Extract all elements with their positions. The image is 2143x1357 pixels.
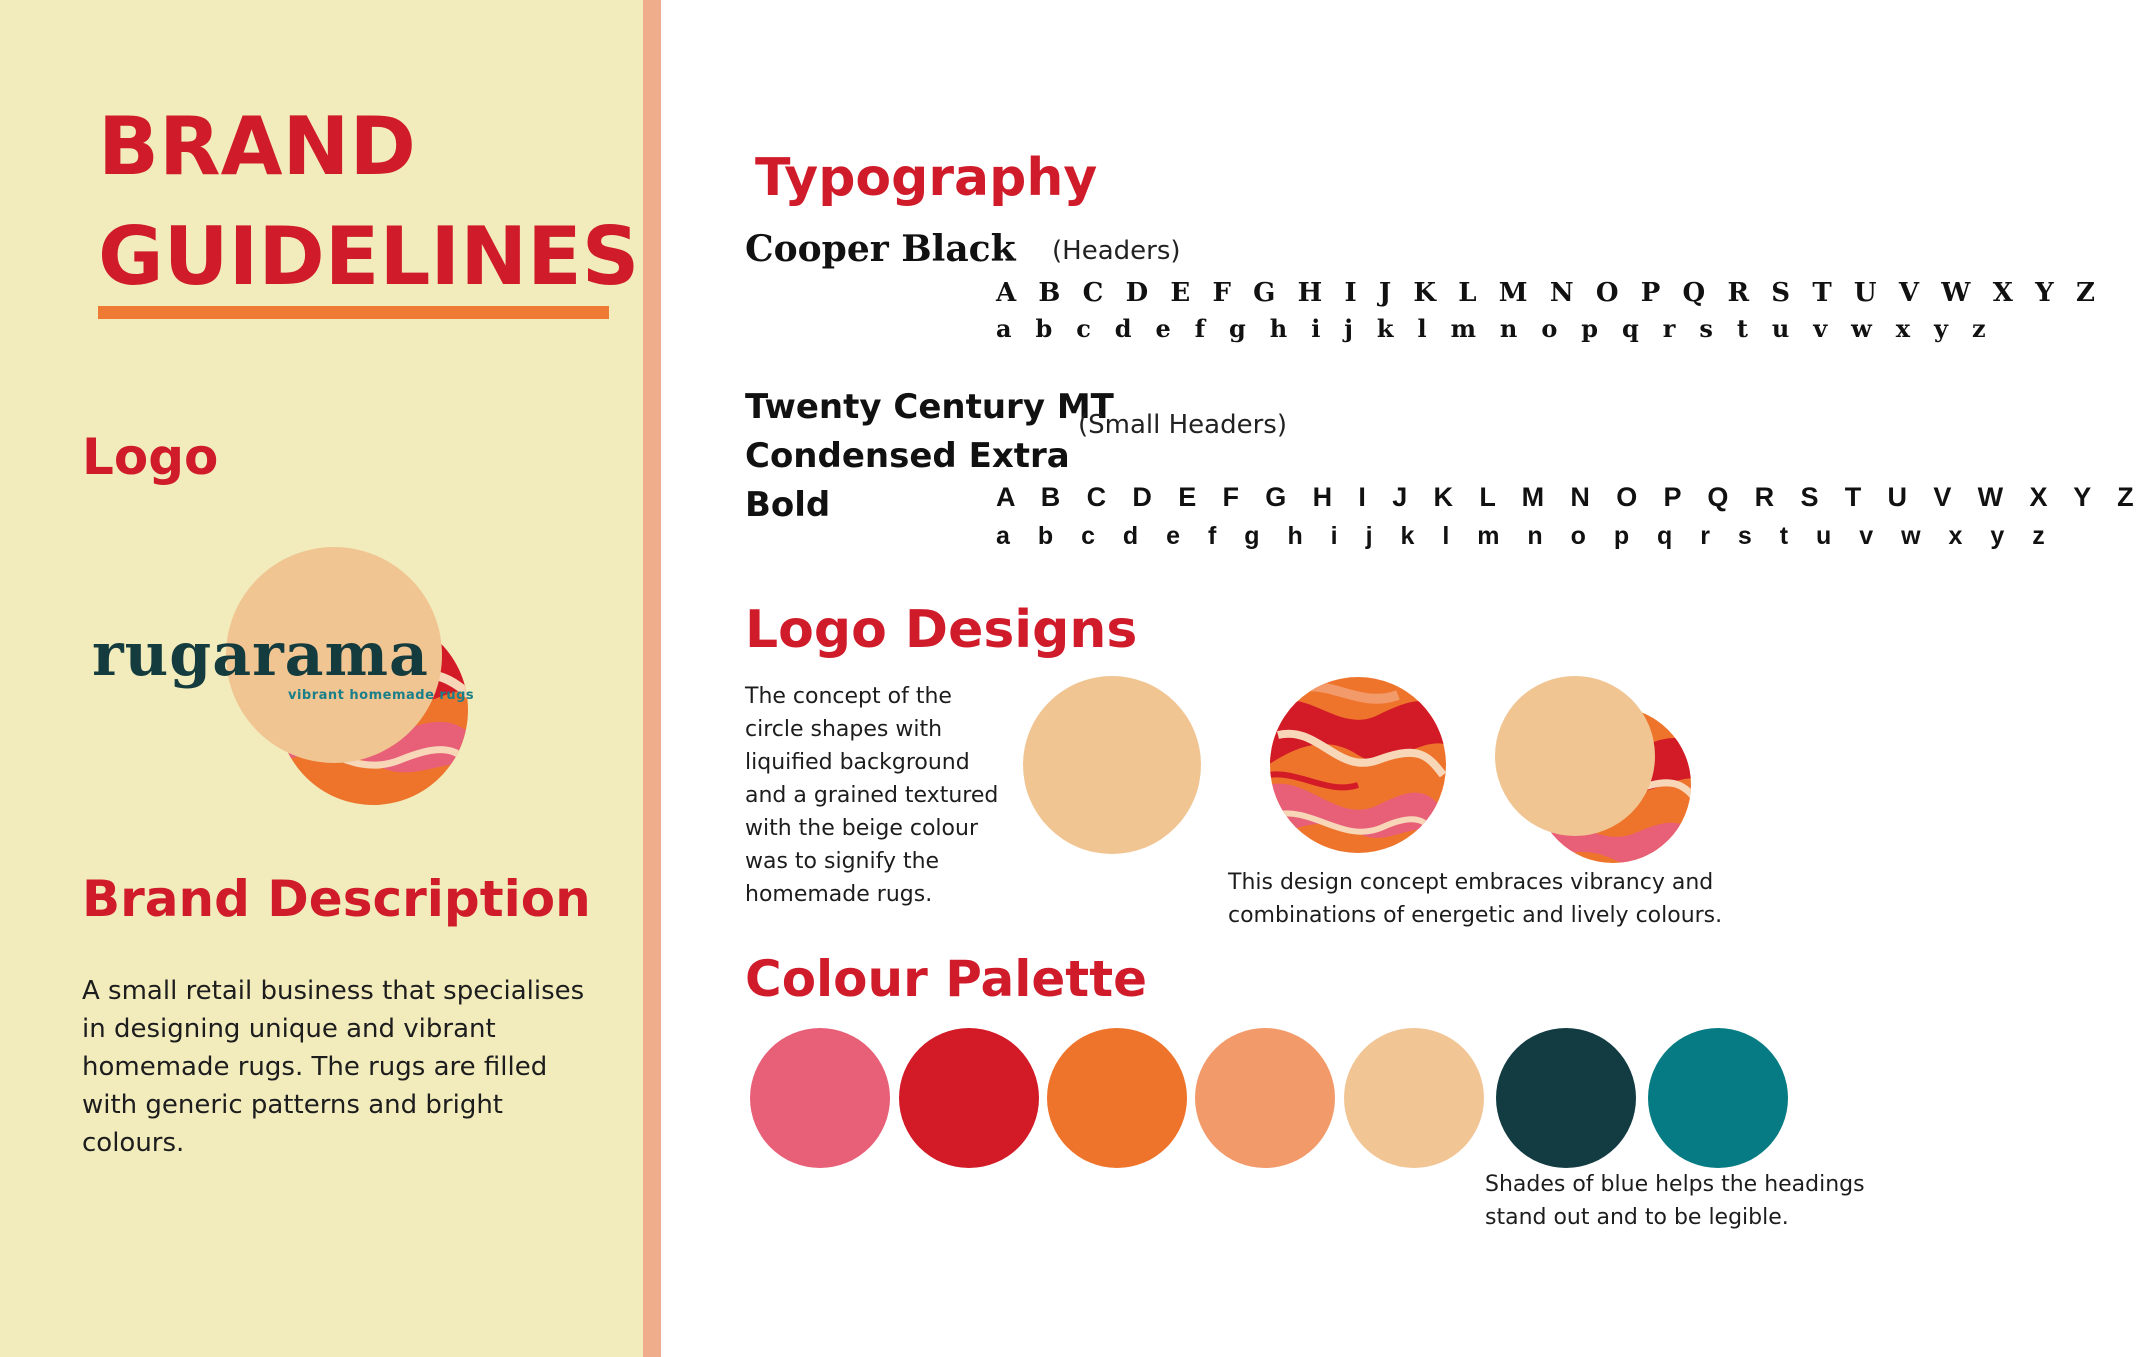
brand-description-text: A small retail business that specialises in designing unique and vibrant homemade rugs. The rugs are filled with generic patterns and bright colours. [82,976,585,1158]
font-name-cooper-black: Cooper Black [745,228,1016,270]
font-usage-headers: (Headers) [1052,236,1181,266]
colour-palette-caption: Shades of blue helps the headings stand out and to be legible. [1485,1172,1865,1230]
font-name-line-2: Condensed Extra [745,436,1070,476]
logo-tagline: vibrant homemade rugs [288,688,475,703]
logo-designs-heading: Logo Designs [745,600,1138,660]
logo-heading: Logo [82,428,219,486]
palette-swatch-dark-teal [1496,1028,1636,1168]
twentieth-lowercase-sample: a b c d e f g h i j k l m n o p q r s t u v w x y z [996,522,2056,550]
brand-description-heading: Brand Description [82,870,591,928]
design-marbled-circle [1268,675,1448,855]
typography-heading: Typography [755,148,1098,208]
palette-swatch-red [899,1028,1039,1168]
font-name-line-3: Bold [745,485,831,525]
divider-strip [643,0,661,1357]
title-underline [98,306,609,319]
palette-swatch-pink [750,1028,890,1168]
logo-wordmark: rugarama [92,620,429,690]
title-line-2: GUIDELINES [98,210,640,303]
palette-swatch-beige [1344,1028,1484,1168]
font-name-line-1: Twenty Century MT [745,387,1114,427]
cooper-lowercase-sample: a b c d e f g h i j k l m n o p q r s t u v w x y z [996,314,1994,343]
design-combined-circle [1495,675,1695,875]
design-beige-circle [1022,675,1202,855]
cooper-uppercase-sample: A B C D E F G H I J K L M N O P Q R S T U V W X Y Z [996,278,2102,308]
palette-swatch-orange [1047,1028,1187,1168]
palette-swatch-teal [1648,1028,1788,1168]
font-usage-small-headers: (Small Headers) [1078,410,1287,440]
page-title [98,92,639,312]
logo-designs-caption: This design concept embraces vibrancy and combinations of energetic and lively colours. [1228,870,1723,928]
colour-palette-heading: Colour Palette [745,950,1148,1008]
title-line-1: BRAND [98,100,416,193]
logo-designs-description: The concept of the circle shapes with liquified background and a grained textured with the beige colour was to signify the homemade rugs. [745,684,999,907]
twentieth-uppercase-sample: A B C D E F G H I J K L M N O P Q R S T U V W X Y Z [996,482,2143,512]
palette-swatch-light-orange [1195,1028,1335,1168]
